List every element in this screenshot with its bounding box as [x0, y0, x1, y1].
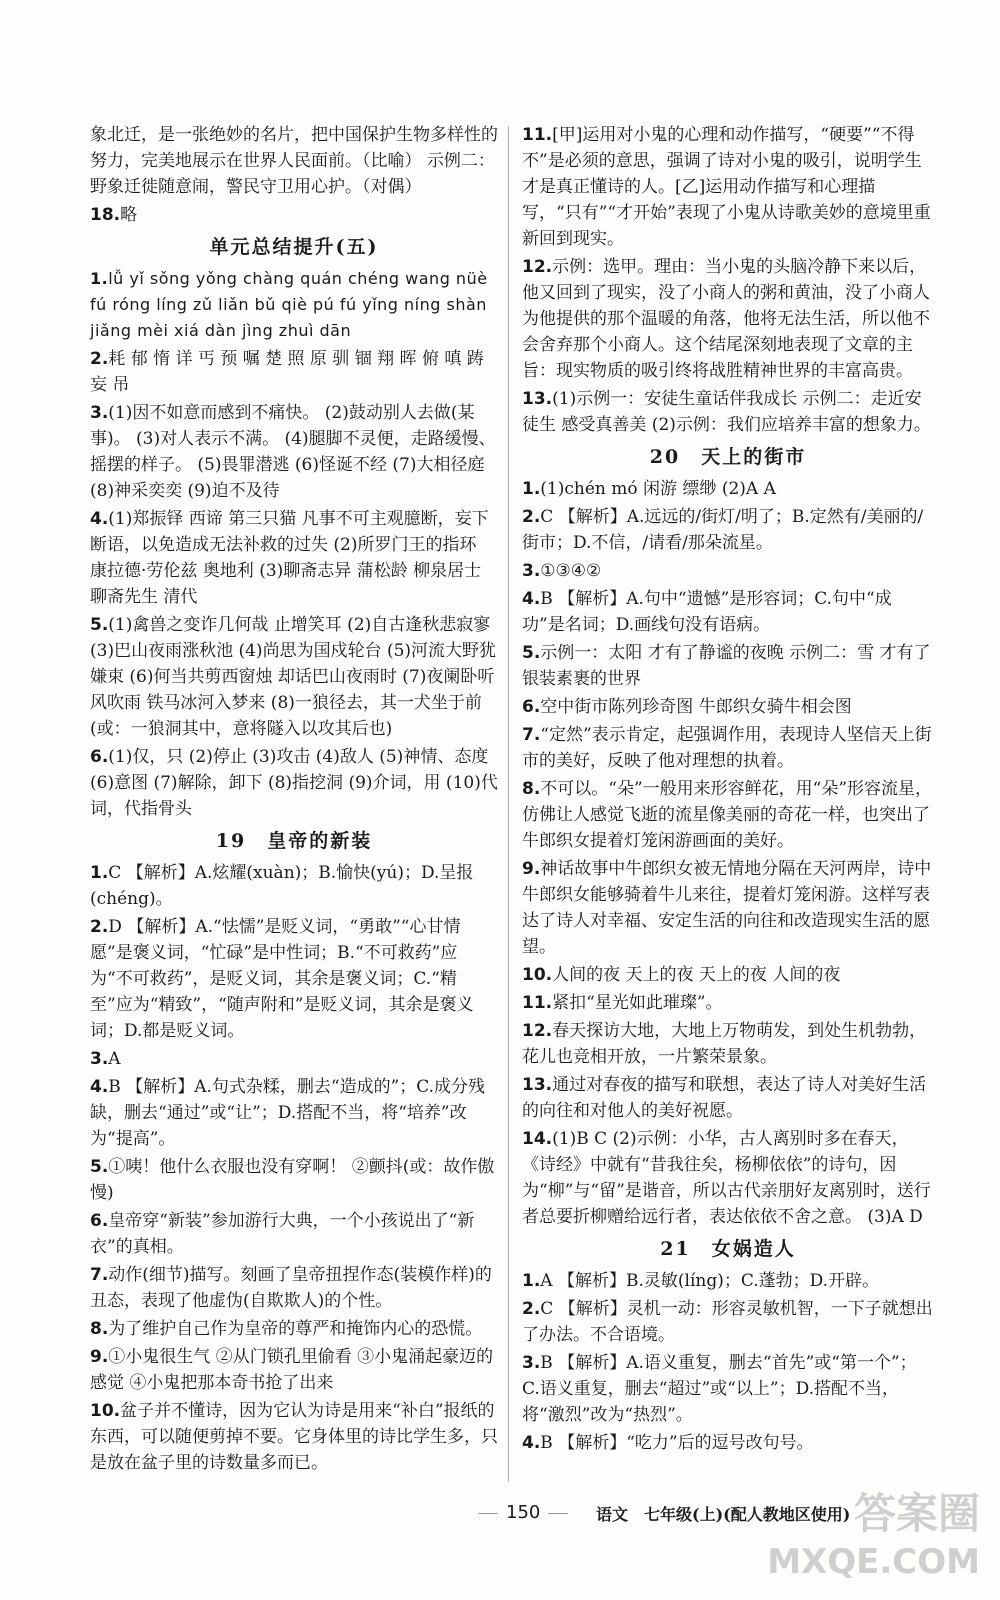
- question-number: 13.: [522, 389, 553, 409]
- answer-item: [522, 722, 934, 774]
- question-number: 14.: [522, 1129, 553, 1149]
- answer-text: 示例：选甲。理由：当小鬼的头脑冷静下来以后，他又回到了现实，没了小商人的粥和黄油，没了小商人为他提供的那个温暖的角落，他将无法生活，所以他不会舍弃那个小商人。这个结尾深刻地表现了文章的主旨：现实物质的吸引终将战胜精神世界的丰富高贵。: [522, 257, 930, 381]
- answer-text: A: [108, 1049, 121, 1069]
- answer-text: 通过对春夜的描写和联想，表达了诗人对美好生活的向往和对他人的美好祝愿。: [522, 1075, 927, 1121]
- question-number: 12.: [522, 257, 553, 277]
- answer-item: [90, 1208, 498, 1260]
- question-number: 4.: [522, 589, 541, 609]
- answer-text: (1)因不如意而感到不痛快。 (2)鼓动别人去做(某事)。 (3)对人表示不满。 (4)腿脚不灵便，走路缓慢、摇摆的样子。 (5)畏罪潜逃 (6)怪诞不经 (7)大相径庭 (8)神采奕奕 (9)迫不及待: [90, 403, 496, 501]
- answer-item: [90, 506, 498, 610]
- question-number: 8.: [90, 1319, 109, 1339]
- answer-text: “定然”表示肯定，起强调作用，表现诗人坚信天上街市的美好，反映了他对理想的执着。: [522, 725, 932, 771]
- answer-item: [90, 1046, 498, 1072]
- question-number: 7.: [522, 725, 541, 745]
- answer-text: 神话故事中牛郎织女被无情地分隔在天河两岸，诗中牛郎织女能够骑着牛儿来往，提着灯笼闲游。这样写表达了诗人对幸福、安定生活的向往和改造现实生活的愿望。: [522, 859, 932, 957]
- watermark-url: MXQE.COM: [767, 1542, 980, 1582]
- question-number: 6.: [90, 747, 109, 767]
- answer-item: [522, 476, 934, 502]
- answer-text: A 【解析】B.灵敏(líng)；C.蓬勃；D.开辟。: [540, 1271, 880, 1291]
- question-number: 3.: [522, 1353, 541, 1373]
- answer-item: [90, 400, 498, 504]
- question-number: 1.: [90, 269, 109, 288]
- question-number: 11.: [522, 125, 553, 145]
- answer-item: [522, 122, 934, 252]
- answer-item: [90, 1316, 498, 1342]
- answer-item: [522, 694, 934, 720]
- answer-text: 动作(细节)描写。刻画了皇帝扭捏作态(装模作样)的丑态，表现了他虚伪(自欺欺人)的个性。: [90, 1265, 492, 1311]
- answer-item: [522, 504, 934, 556]
- answer-item: [522, 586, 934, 638]
- page-number: 150: [470, 1502, 576, 1523]
- answer-item: [522, 1350, 934, 1428]
- answer-item: [522, 1268, 934, 1294]
- answer-text: (1)郑振铎 西谛 第三只猫 凡事不可主观臆断，妄下断语，以免造成无法补救的过失 (2)所罗门王的指环 康拉德·劳伦兹 奥地利 (3)聊斋志异 蒲松龄 柳泉居士 聊斋先生 清代: [90, 509, 489, 607]
- watermark-text: 答案圈: [853, 1489, 980, 1538]
- answer-text: 人间的夜 天上的夜 天上的夜 人间的夜: [552, 965, 841, 985]
- answer-text: 盆子并不懂诗，因为它认为诗是用来“补白”报纸的东西，可以随便剪掉不要。它身体里的诗比学生多，只是放在盆子里的诗数量多而已。: [90, 1401, 498, 1473]
- answer-text: D 【解析】A.“怯懦”是贬义词，“勇敢”“心甘情愿”是褒义词，“忙碌”是中性词；B.“不可救药”应为“不可救药”，是贬义词，其余是褒义词；C.“精至”应为“精致”，“随声附和”是贬义词，其余是褒义词；D.都是贬义词。: [90, 917, 474, 1041]
- question-number: 6.: [522, 697, 541, 717]
- answer-item: [522, 1126, 934, 1230]
- answer-item: [522, 990, 934, 1016]
- answer-text: (1)禽兽之变诈几何哉 止增笑耳 (2)自古逢秋悲寂寥 (3)巴山夜雨涨秋池 (4)尚思为国戍轮台 (5)河流大野犹嫌束 (6)何当共剪西窗烛 却话巴山夜雨时 (7)夜阑卧听风吹雨 铁马冰河入梦来 (8)一狼径去，其一犬坐于前(或：一狼洞其中，意将隧入以攻其后也): [90, 615, 497, 739]
- question-number: 9.: [90, 1347, 109, 1367]
- page-divider: [508, 126, 509, 1482]
- answer-text: 空中街市陈列珍奇图 牛郎织女骑牛相会图: [540, 697, 852, 717]
- question-number: 5.: [90, 1157, 109, 1177]
- question-number: 4.: [522, 1433, 541, 1453]
- question-number: 1.: [522, 479, 541, 499]
- answer-item: [90, 914, 498, 1044]
- answer-text: 象北迁，是一张绝妙的名片，把中国保护生物多样性的努力，完美地展示在世界人民面前。（比喻） 示例二：野象迁徙随意闹，警民守卫用心护。（对偶）: [90, 125, 498, 197]
- answer-text: B 【解析】A.句中“遗憾”是形容词；C.句中“成功”是名词；D.画线句没有语病。: [522, 589, 892, 635]
- right-column: [522, 122, 934, 1458]
- answer-item: [522, 1430, 934, 1456]
- question-number: 3.: [522, 561, 541, 581]
- answer-text: (1)示例一：安徒生童话伴我成长 示例二：走近安徒生 感受真善美 (2)示例：我们应培养丰富的想象力。: [522, 389, 931, 435]
- answer-text: [甲]运用对小鬼的心理和动作描写，“硬要”“不得不”是必须的意思，强调了诗对小鬼的吸引，说明学生才是真正懂诗的人。[乙]运用动作描写和心理描写，“只有”“才开始”表现了小鬼从诗歌美妙的意境里重新回到现实。: [522, 125, 931, 249]
- answer-text: 略: [120, 205, 138, 225]
- answer-item: [90, 744, 498, 822]
- answer-item: [522, 558, 934, 584]
- left-column: [90, 122, 498, 1478]
- watermark-logo: [767, 1490, 980, 1586]
- answer-text: 春天探访大地，大地上万物萌发，到处生机勃勃，花儿也竞相开放，一片繁荣景象。: [522, 1021, 927, 1067]
- question-number: 5.: [90, 615, 109, 635]
- question-number: 11.: [522, 993, 553, 1013]
- answer-text: ①咦！他什么衣服也没有穿啊！ ②颤抖(或：故作傲慢): [90, 1157, 495, 1203]
- answer-text: B 【解析】“吃力”后的逗号改句号。: [540, 1433, 814, 1453]
- answer-text: B 【解析】A.句式杂糅，删去“造成的”；C.成分残缺，删去“通过”或“让”；D.搭配不当，将“培养”改为“提高”。: [90, 1077, 486, 1149]
- question-number: 4.: [90, 509, 109, 529]
- answer-text: ①小鬼很生气 ②从门锁孔里偷看 ③小鬼涌起豪迈的感觉 ④小鬼把那本奇书抢了出来: [90, 1347, 494, 1393]
- answer-text: 为了维护自己作为皇帝的尊严和掩饰内心的恐慌。: [108, 1319, 483, 1339]
- question-number: 2.: [90, 917, 109, 937]
- answer-item: [90, 346, 498, 398]
- answer-text: B 【解析】A.语义重复，删去“首先”或“第一个”；C.语义重复，删去“超过”或“以上”；D.搭配不当，将“激烈”改为“热烈”。: [522, 1353, 917, 1425]
- answer-item: [90, 1344, 498, 1396]
- answer-item: [522, 1296, 934, 1348]
- answer-item: [522, 640, 934, 692]
- answer-text: (1)chén mó 闲游 缥缈 (2)A A: [540, 479, 776, 499]
- answer-item: [90, 122, 498, 200]
- section-heading: 19 皇帝的新装: [215, 830, 373, 852]
- answer-item: [522, 776, 934, 854]
- answer-text: C 【解析】A.炫耀(xuàn)；B.愉快(yú)；D.呈报(chéng)。: [90, 863, 474, 909]
- answer-text: C 【解析】灵机一动：形容灵敏机智，一下子就想出了办法。不合语境。: [522, 1299, 933, 1345]
- answer-item: [522, 254, 934, 384]
- question-number: 10.: [90, 1401, 121, 1421]
- answer-text: (1)B C (2)示例：小华，古人离别时多在春天，《诗经》中就有“昔我往矣，杨柳依依”的诗句，因为“柳”与“留”是谐音，所以古代亲朋好友离别时，送行者总要折柳赠给远行者，表达依依不舍之意。 (3)A D: [522, 1129, 931, 1227]
- question-number: 12.: [522, 1021, 553, 1041]
- question-number: 4.: [90, 1077, 109, 1097]
- answer-text: (1)仅，只 (2)停止 (3)攻击 (4)敌人 (5)神情、态度 (6)意图 (7)解除，卸下 (8)指挖洞 (9)介词，用 (10)代词，代指骨头: [90, 747, 498, 819]
- answer-text: ①③④②: [540, 561, 602, 581]
- section-heading: 20 天上的街市: [649, 446, 807, 468]
- answer-item: [90, 1074, 498, 1152]
- answer-item: [90, 612, 498, 742]
- answer-text: 不可以。“朵”一般用来形容鲜花，用“朵”形容流星，仿佛让人感觉飞逝的流星像美丽的奇花一样，也突出了牛郎织女提着灯笼闲游画面的美好。: [522, 779, 933, 851]
- answer-text: 紧扣“星光如此璀璨”。: [552, 993, 723, 1013]
- answer-item: [522, 1072, 934, 1124]
- question-number: 3.: [90, 403, 109, 423]
- question-number: 10.: [522, 965, 553, 985]
- pinyin-answer: [90, 266, 498, 344]
- question-number: 13.: [522, 1075, 553, 1095]
- section-heading: 21 女娲造人: [660, 1238, 796, 1260]
- question-number: 3.: [90, 1049, 109, 1069]
- question-number: 6.: [90, 1211, 109, 1231]
- answer-text: 皇帝穿“新装”参加游行大典，一个小孩说出了“新衣”的真相。: [90, 1211, 475, 1257]
- answer-text: 耗 郁 惰 详 丐 预 嘱 楚 照 原 驯 锢 翔 晖 俯 嗔 踌 妄 吊: [90, 349, 484, 395]
- answer-item: [90, 1398, 498, 1476]
- answer-text: C 【解析】A.远远的/街灯/明了；B.定然有/美丽的/街市；D.不信，/请看/那朵流星。: [522, 507, 924, 553]
- question-number: 2.: [522, 507, 541, 527]
- answer-item: [90, 860, 498, 912]
- section-heading: 单元总结提升(五): [209, 236, 379, 258]
- answer-item: [90, 202, 498, 228]
- question-number: 2.: [90, 349, 109, 369]
- question-number: 7.: [90, 1265, 109, 1285]
- question-number: 18.: [90, 205, 121, 225]
- question-number: 8.: [522, 779, 541, 799]
- answer-item: [522, 962, 934, 988]
- question-number: 1.: [522, 1271, 541, 1291]
- question-number: 9.: [522, 859, 541, 879]
- answer-text: lǚ yǐ sǒng yǒng chàng quán chéng wang nüè fú róng líng zǔ liǎn bǔ qiè pú fú yǐng níng shàn jiǎng mèi xiá dàn jìng zhuì dān: [90, 269, 488, 340]
- question-number: 5.: [522, 643, 541, 663]
- answer-text: 示例一：太阳 才有了静谧的夜晚 示例二：雪 才有了银装素裹的世界: [522, 643, 931, 689]
- answer-item: [90, 1154, 498, 1206]
- subject-label: 语文 七年级(上)(配人教地区使用): [596, 1505, 851, 1524]
- question-number: 1.: [90, 863, 109, 883]
- question-number: 2.: [522, 1299, 541, 1319]
- answer-item: [90, 1262, 498, 1314]
- answer-item: [522, 1018, 934, 1070]
- answer-item: [522, 386, 934, 438]
- answer-item: [522, 856, 934, 960]
